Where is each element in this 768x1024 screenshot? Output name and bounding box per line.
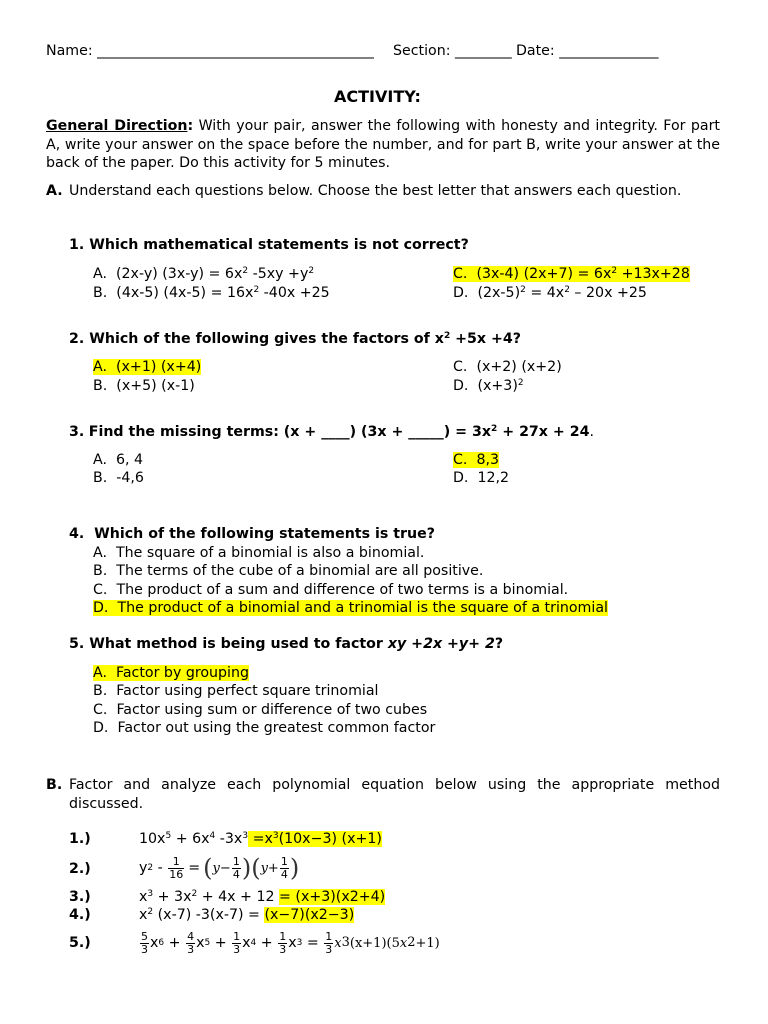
option-letter: D.	[93, 600, 109, 616]
exponent: 2	[520, 285, 526, 295]
operator: +	[267, 860, 279, 876]
q3-option-a	[93, 452, 143, 468]
question-number: 5.	[69, 636, 85, 652]
left-paren-icon: (	[203, 854, 213, 882]
variable: x	[399, 935, 408, 951]
exponent: 3	[147, 889, 154, 899]
equation-5: $\frac{5}{3}$ x 6 + $\frac{4}{3}$ x 5 + $\frac{1}{3}$ x 4 + $\frac{1}{3}$ x 3 = $\frac{1}{3}$ x 3 (x+1) (5 x 2 +1)	[141, 929, 440, 956]
option-letter: A.	[93, 665, 107, 681]
variable: y	[260, 860, 268, 876]
option-letter: B.	[93, 470, 108, 486]
question-text: Find the missing terms: (x + ____) (3x + _____) = 3x	[88, 424, 492, 440]
option-text: = 4x	[525, 285, 565, 301]
exponent: 2	[191, 889, 198, 899]
exponent: 3	[272, 831, 279, 841]
option-letter: C.	[93, 702, 108, 718]
exponent: 2	[491, 424, 498, 434]
option-letter: C.	[93, 582, 108, 598]
option-text: Factor using sum or difference of two cubes	[116, 702, 428, 718]
exponent: 2	[253, 285, 260, 295]
q5-option-c	[93, 702, 427, 718]
question-expression: xy +2x +y+ 2	[387, 636, 495, 652]
fraction-5-3	[140, 931, 149, 956]
option-text: (3x-4) (2x+7) = 6x	[476, 266, 612, 282]
option-letter: B.	[93, 563, 108, 579]
exponent: 4	[209, 831, 216, 841]
option-text: The product of a binomial and a trinomial is the square of a trinomial	[117, 600, 608, 616]
exponent: 2	[443, 331, 451, 341]
exponent: 2	[611, 266, 618, 276]
fraction-4-3	[186, 931, 195, 956]
right-paren-icon: )	[289, 854, 300, 882]
item-number: 5.)	[69, 935, 91, 951]
q2-option-b	[93, 378, 195, 394]
denominator: 3	[233, 942, 241, 956]
item-number: 1.)	[69, 831, 91, 847]
q2-option-d	[453, 378, 524, 394]
denominator: 3	[279, 942, 287, 956]
option-text: (x+5) (x-1)	[116, 378, 195, 394]
q1-option-a	[93, 266, 314, 282]
question-text: Which mathematical statements is not correct?	[89, 237, 469, 253]
q5-option-b	[93, 683, 378, 699]
variable: x	[196, 935, 205, 951]
part-b-letter: B.	[46, 777, 63, 793]
option-text: (x+2) (x+2)	[476, 359, 562, 375]
numerator: 1	[279, 929, 287, 943]
term: x	[139, 889, 148, 905]
denominator: 3	[141, 942, 148, 956]
operator: +	[210, 935, 232, 951]
exponent: 3	[242, 831, 249, 841]
option-text: 8,3	[476, 452, 500, 468]
variable: x	[334, 935, 342, 951]
numerator: 4	[187, 929, 195, 943]
right-paren-icon: )	[241, 854, 252, 882]
question-text: ?	[494, 636, 504, 652]
term: (x-7) -3(x-7) =	[153, 907, 265, 923]
answer-text: =x	[248, 831, 273, 847]
question-5	[69, 636, 503, 652]
question-number: 3.	[69, 424, 85, 440]
page-title: ACTIVITY:	[334, 87, 421, 106]
section-field: Section: ________	[393, 43, 512, 59]
exponent: 5	[165, 831, 172, 841]
denominator: 3	[187, 942, 195, 956]
exponent: 2	[564, 285, 570, 295]
term: 10x	[139, 831, 166, 847]
equation-3	[139, 889, 385, 905]
variable: y	[212, 860, 220, 876]
question-number: 1.	[69, 237, 85, 253]
fraction-1-16	[168, 856, 184, 881]
option-text: The square of a binomial is also a binomial.	[116, 545, 425, 561]
option-text: Factor by grouping	[116, 665, 249, 681]
denominator: 3	[325, 942, 333, 956]
term: -3x	[215, 831, 243, 847]
q2-option-a-highlighted	[93, 359, 201, 375]
numerator: 1	[168, 856, 184, 869]
direction-colon: :	[187, 118, 194, 134]
denominator: 16	[169, 867, 184, 881]
q1-option-c-highlighted	[453, 266, 690, 282]
factor: (x+1)	[349, 935, 387, 951]
question-2	[69, 331, 521, 347]
exponent: 2	[242, 266, 249, 276]
numerator: 1	[280, 854, 288, 868]
term: -	[153, 860, 168, 876]
option-letter: B.	[93, 683, 108, 699]
q5-option-a-highlighted	[93, 665, 249, 681]
question-3	[69, 424, 594, 440]
option-text: -40x +25	[259, 285, 330, 301]
denominator: 4	[280, 867, 288, 881]
direction-text: With your pair, answer the following with honesty and integrity. For part A, write your answer on the space before the number, and for part B, write your answer at the back of the paper. Do this activity for 5 minutes.	[46, 118, 720, 171]
operator: +	[256, 935, 278, 951]
term: + 4x + 12	[197, 889, 280, 905]
numerator: 1	[232, 854, 240, 868]
option-text: +13x+28	[617, 266, 690, 282]
q4-option-d-highlighted	[93, 600, 608, 616]
q5-option-d	[93, 720, 435, 736]
option-text: (x+1) (x+4)	[116, 359, 202, 375]
part-a-letter: A.	[46, 183, 63, 199]
option-text: The terms of the cube of a binomial are all positive.	[116, 563, 484, 579]
q4-option-a	[93, 545, 424, 561]
option-letter: D.	[453, 378, 469, 394]
option-text: -5xy +y	[248, 266, 309, 282]
q2-option-c	[453, 359, 562, 375]
option-letter: C.	[453, 266, 468, 282]
general-direction	[46, 117, 720, 173]
variable: x	[150, 935, 159, 951]
fraction-1-4	[280, 856, 289, 881]
q3-option-c-highlighted	[453, 452, 499, 468]
answer-highlight: = (x+3)(x2+4)	[279, 889, 386, 905]
variable: x	[288, 935, 297, 951]
numerator: 5	[141, 929, 148, 943]
answer-text: (10x−3) (x+1)	[278, 831, 382, 847]
answer-highlight	[248, 831, 382, 847]
question-4	[69, 526, 435, 542]
option-text: 6, 4	[116, 452, 144, 468]
option-text: (x+3)	[477, 378, 518, 394]
left-paren-icon: (	[251, 854, 261, 882]
option-text: (4x-5) (4x-5) = 16x	[116, 285, 254, 301]
question-text: Which of the following gives the factors of x	[89, 331, 444, 347]
exponent: 2	[147, 907, 154, 917]
option-text: 12,2	[477, 470, 510, 486]
option-text: – 20x +25	[569, 285, 647, 301]
operator: −	[219, 860, 231, 876]
option-letter: D.	[93, 720, 109, 736]
option-text: The product of a sum and difference of two terms is a binomial.	[116, 582, 569, 598]
option-text: -4,6	[116, 470, 144, 486]
question-period: .	[589, 424, 594, 440]
question-text: What method is being used to factor	[89, 636, 388, 652]
option-text: (2x-y) (3x-y) = 6x	[116, 266, 243, 282]
exponent: 2	[308, 266, 315, 276]
part-a-instruction: Understand each questions below. Choose the best letter that answers each question.	[69, 183, 682, 199]
equation-2: y 2 - $\frac{1}{16}$ = ( y − $\frac{1}{4}$ ) ( y + $\frac{1}{4}$ )	[139, 854, 300, 882]
question-text: Which of the following statements is true?	[94, 526, 435, 542]
option-text: Factor out using the greatest common factor	[117, 720, 436, 736]
option-text: (2x-5)	[477, 285, 521, 301]
question-1	[69, 237, 469, 253]
option-letter: A.	[93, 545, 107, 561]
term: + 6x	[171, 831, 210, 847]
question-text: + 27x + 24	[497, 424, 590, 440]
item-number: 3.)	[69, 889, 91, 905]
option-letter: A.	[93, 359, 107, 375]
name-field: Name: _______________________________________	[46, 43, 374, 59]
question-number: 4.	[69, 526, 85, 542]
term: y	[139, 860, 148, 876]
fraction-1-3	[278, 931, 287, 956]
option-letter: C.	[453, 452, 468, 468]
equals-sign: =	[188, 860, 201, 876]
term: x	[139, 907, 148, 923]
option-letter: A.	[93, 266, 107, 282]
option-text: Factor using perfect square trinomial	[116, 683, 379, 699]
option-letter: C.	[453, 359, 468, 375]
direction-label: General Direction	[46, 118, 188, 134]
option-letter: B.	[93, 378, 108, 394]
equation-4	[139, 907, 354, 923]
variable: x	[242, 935, 251, 951]
answer-highlight: (x−7)(x2−3)	[264, 907, 355, 923]
exponent: 2	[517, 378, 524, 388]
q4-option-c	[93, 582, 568, 598]
option-letter: B.	[93, 285, 108, 301]
item-number: 4.)	[69, 907, 91, 923]
option-letter: D.	[453, 285, 469, 301]
question-text: +5x +4?	[450, 331, 521, 347]
numerator: 1	[233, 929, 241, 943]
operator: +	[164, 935, 186, 951]
q1-option-d	[453, 285, 647, 301]
term: + 3x	[153, 889, 192, 905]
q3-option-d	[453, 470, 509, 486]
denominator: 4	[232, 867, 240, 881]
q3-option-b	[93, 470, 144, 486]
fraction-1-3	[324, 931, 333, 956]
fraction-1-4	[232, 856, 241, 881]
option-letter: A.	[93, 452, 107, 468]
q1-option-b	[93, 285, 330, 301]
equals-sign: =	[302, 935, 324, 951]
option-letter: D.	[453, 470, 469, 486]
part-b-instruction: Factor and analyze each polynomial equation below using the appropriate method discussed.	[69, 777, 720, 812]
factor: +1)	[415, 935, 440, 951]
equation-1	[139, 831, 382, 847]
date-field: Date: ______________	[516, 43, 659, 59]
item-number: 2.)	[69, 861, 91, 877]
fraction-1-3	[232, 931, 241, 956]
q4-option-b	[93, 563, 483, 579]
question-number: 2.	[69, 331, 85, 347]
numerator: 1	[325, 929, 333, 943]
factor: (5	[386, 935, 400, 951]
